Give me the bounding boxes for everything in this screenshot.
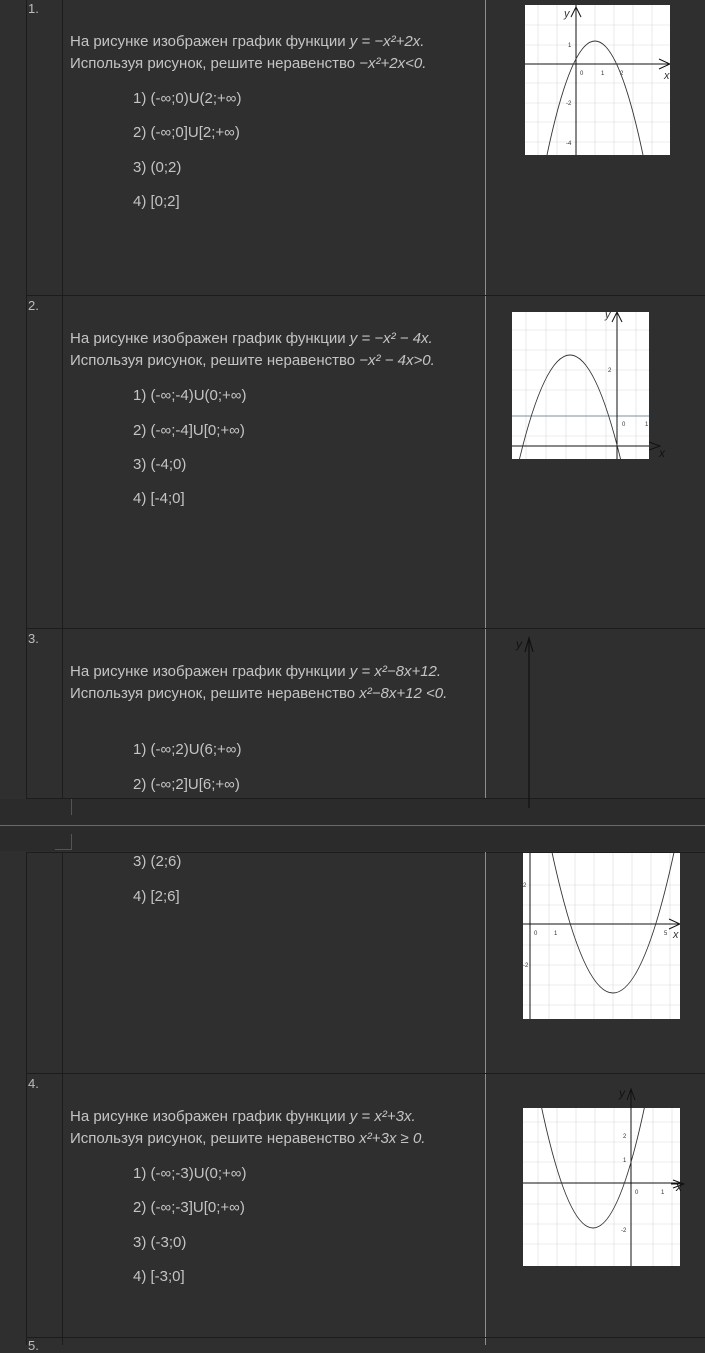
function-graph — [512, 312, 649, 459]
number-column-border — [62, 852, 63, 1345]
answer-option[interactable]: 1) (-∞;-4)U(0;+∞) — [133, 387, 247, 404]
answer-option[interactable]: 4) [0;2] — [133, 193, 180, 210]
problem-number: 5. — [28, 1338, 39, 1353]
answer-option[interactable]: 1) (-∞;0)U(2;+∞) — [133, 90, 242, 107]
answer-option[interactable]: 3) (-4;0) — [133, 456, 187, 473]
statement-text: Используя рисунок, решите неравенство — [70, 55, 360, 72]
margin-mark — [55, 849, 71, 850]
statement-text: На рисунке изображен график функции — [70, 1108, 350, 1125]
answer-option[interactable]: 4) [-4;0] — [133, 490, 185, 507]
axis-label-y: y — [564, 8, 570, 20]
row-divider — [26, 1337, 705, 1338]
axis-label-x: x — [673, 929, 679, 941]
function-graph — [523, 853, 680, 1019]
answer-option[interactable]: 3) (0;2) — [133, 159, 182, 176]
problem-number: 1. — [28, 1, 39, 16]
axis-label-y: y — [619, 1086, 625, 1100]
statement-text: На рисунке изображен график функции — [70, 663, 350, 680]
page-break-line — [0, 825, 705, 826]
inequality: −x² − 4x>0. — [359, 352, 435, 369]
tick-label: -2 — [523, 963, 529, 969]
problem-statement — [70, 31, 485, 75]
answer-option[interactable]: 2) (-∞;2]U[6;+∞) — [133, 776, 240, 793]
answer-option[interactable]: 1) (-∞;2)U(6;+∞) — [133, 741, 242, 758]
answer-option[interactable]: 2) (-∞;-4]U[0;+∞) — [133, 422, 245, 439]
tick-label: 0 — [580, 71, 584, 77]
table-left-border — [26, 0, 27, 798]
axis-label-x: x — [676, 1180, 682, 1194]
answer-option[interactable]: 3) (2;6) — [133, 853, 182, 870]
problem-statement — [70, 1106, 485, 1150]
row-divider — [26, 1073, 705, 1074]
tick-label: 1 — [645, 422, 649, 428]
tick-label: 0 — [534, 931, 538, 937]
problem-statement — [70, 661, 485, 705]
parabola-curve — [540, 1108, 646, 1228]
tick-label: 0 — [622, 422, 626, 428]
tick-label: -2 — [621, 1228, 627, 1234]
tick-label: 2 — [608, 368, 612, 374]
tick-label: 1 — [554, 931, 558, 937]
tick-label: 1 — [601, 71, 605, 77]
tick-label: -2 — [566, 101, 572, 107]
statement-text: Используя рисунок, решите неравенство — [70, 1130, 360, 1147]
function-graph — [523, 1108, 680, 1266]
tick-label: 1 — [568, 43, 572, 49]
statement-text: На рисунке изображен график функции — [70, 33, 350, 50]
tick-label: 1 — [623, 1158, 627, 1164]
margin-mark — [71, 834, 72, 850]
statement-text: Используя рисунок, решите неравенство — [70, 352, 360, 369]
tick-label: 2 — [623, 1134, 627, 1140]
function-formula: y = −x²+2x. — [349, 33, 425, 50]
inequality: x²+3x ≥ 0. — [359, 1130, 426, 1147]
tick-label: 2 — [620, 71, 624, 77]
answer-option[interactable]: 1) (-∞;-3)U(0;+∞) — [133, 1165, 247, 1182]
axis-label-x: x — [664, 70, 670, 82]
answer-option[interactable]: 3) (-3;0) — [133, 1234, 187, 1251]
inequality: −x²+2x<0. — [359, 55, 427, 72]
problem-number: 2. — [28, 298, 39, 313]
table-left-border — [26, 852, 27, 1345]
row-divider — [26, 628, 705, 629]
tick-label: 1 — [661, 1190, 665, 1196]
tick-label: -4 — [566, 141, 572, 147]
function-formula: y = x²+3x. — [349, 1108, 416, 1125]
tick-label: 2 — [523, 883, 527, 889]
number-column-border — [62, 0, 63, 798]
answer-option[interactable]: 4) [2;6] — [133, 888, 180, 905]
statement-text: На рисунке изображен график функции — [70, 330, 350, 347]
function-formula: y = x²−8x+12. — [349, 663, 442, 680]
statement-text: Используя рисунок, решите неравенство — [70, 685, 360, 702]
axis-label-y: y — [605, 312, 611, 321]
problem-statement — [70, 328, 485, 372]
function-graph — [525, 5, 670, 155]
graph-column-border — [485, 0, 486, 798]
answer-option[interactable]: 2) (-∞;0]U[2;+∞) — [133, 124, 240, 141]
graph-column-border — [485, 852, 486, 1345]
problem-number: 4. — [28, 1076, 39, 1091]
answer-option[interactable]: 2) (-∞;-3]U[0;+∞) — [133, 1199, 245, 1216]
tick-label: 5 — [664, 931, 668, 937]
answer-option[interactable]: 4) [-3;0] — [133, 1268, 185, 1285]
y-axis-arrow — [522, 636, 536, 808]
row-divider — [26, 295, 705, 296]
function-formula: y = −x² − 4x. — [349, 330, 433, 347]
problem-number: 3. — [28, 631, 39, 646]
margin-mark — [71, 799, 72, 815]
axis-label-x: x — [659, 446, 665, 460]
axis-label-y: y — [516, 637, 522, 651]
inequality: x²−8x+12 <0. — [359, 685, 448, 702]
y-axis-arrow — [625, 1088, 637, 1108]
tick-label: 0 — [635, 1190, 639, 1196]
